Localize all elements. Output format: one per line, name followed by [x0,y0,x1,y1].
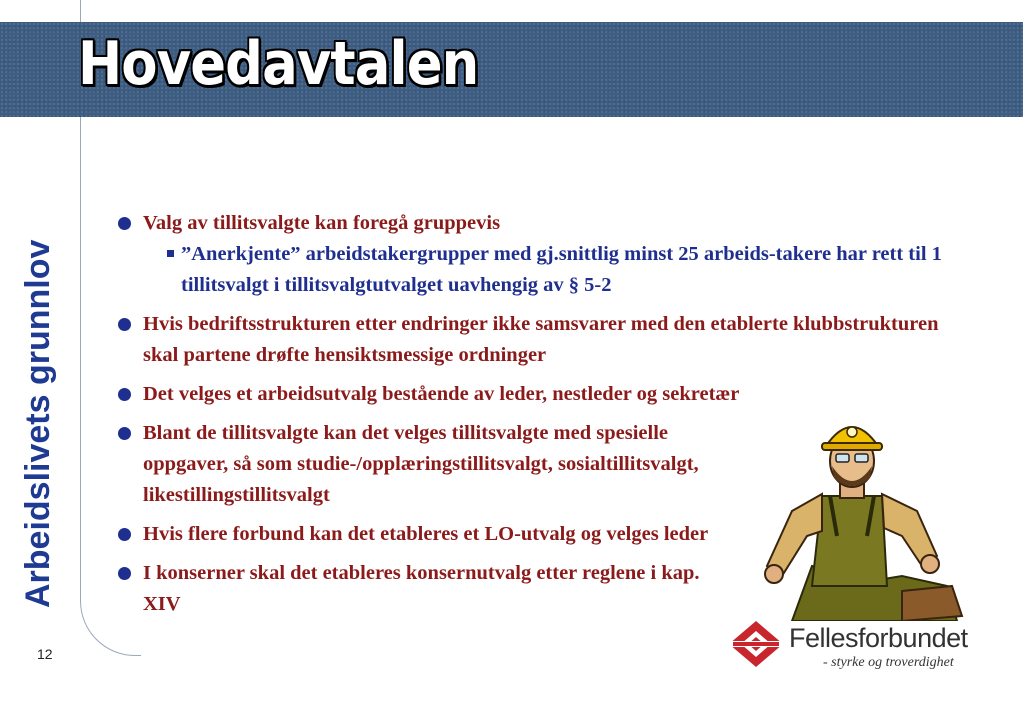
bullet-item [118,558,718,620]
bullet-item [118,208,978,301]
bullet-text: I konserner skal det etableres konsernutvalg etter reglene i kap. XIV [143,562,700,615]
bullet-text: Valg av tillitsvalgte kan foregå gruppevis [143,212,501,234]
bullet-item [118,418,743,511]
bullet-text: Det velges et arbeidsutvalg bestående av leder, nestleder og sekretær [143,383,740,405]
logo-tagline: - styrke og troverdighet [823,655,954,670]
bullet-item [118,379,978,410]
sub-bullet-list [143,239,978,301]
slide-title: Hovedavtalen [78,29,479,99]
top-divider-line [80,0,81,22]
sub-bullet-item: ”Anerkjente” arbeidstakergrupper med gj.snittlig minst 25 arbeids-takere har rett til 1 tillitsvalgt i tillitsvalgtutvalget uavhengig av § 5-2 [143,239,978,301]
bullet-text: Hvis flere forbund kan det etableres et LO-utvalg og velges leder [143,523,709,545]
bullet-item [118,519,718,550]
side-label: Arbeidslivets grunnlov [19,239,57,608]
logo-name: Fellesforbundet [789,623,968,653]
bullet-text: Blant de tillitsvalgte kan det velges tillitsvalgte med spesielle oppgaver, så som studie-/opplæringstillitsvalgt, sosialtillitsvalgt, likestillingstillitsvalgt [143,422,699,506]
page-number: 12 [37,646,53,662]
bullet-item [118,309,978,371]
logo-mark-icon [725,619,787,669]
bullet-text: Hvis bedriftsstrukturen etter endringer ikke samsvarer med den etablerte klubbstrukturen skal partene drøfte hensiktsmessige ordninger [143,313,939,366]
fellesforbundet-logo [725,617,995,677]
construction-worker-illustration [752,416,967,621]
